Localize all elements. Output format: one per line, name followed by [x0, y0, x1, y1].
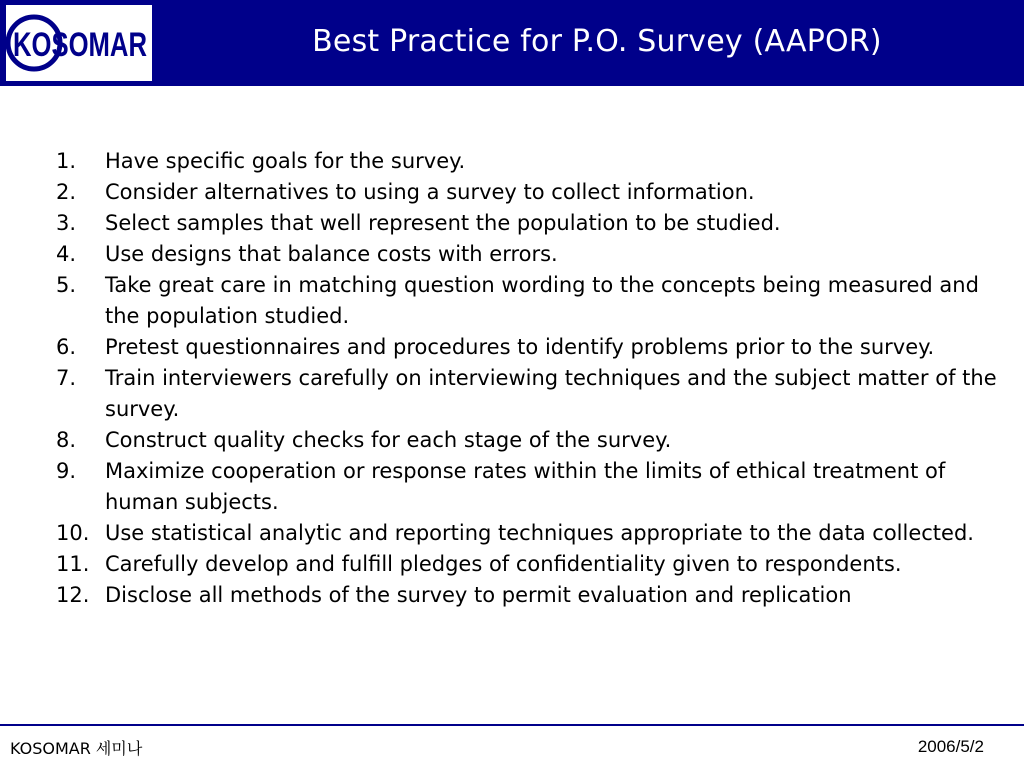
- footer-date: 2006/5/2: [917, 737, 984, 756]
- list-item-text: Disclose all methods of the survey to permit evaluation and replication: [105, 583, 852, 607]
- list-item-number: 9.: [56, 459, 77, 483]
- list-item: [56, 456, 1006, 518]
- list-item-text: Carefully develop and fulfill pledges of confidentiality given to respondents.: [105, 552, 902, 576]
- logo-text: KOSOMAR: [13, 26, 147, 64]
- slide-header: [0, 0, 1024, 86]
- list-item-number: 11.: [56, 552, 90, 576]
- list-item: [56, 177, 1006, 208]
- footer-divider: [0, 724, 1024, 726]
- list-item: [56, 425, 1006, 456]
- list-item: [56, 146, 1006, 177]
- list-item-number: 4.: [56, 242, 77, 266]
- slide-title: Best Practice for P.O. Survey (AAPOR): [312, 24, 882, 59]
- practice-list: [56, 146, 1006, 611]
- list-item-number: 5.: [56, 273, 77, 297]
- list-item: [56, 208, 1006, 239]
- list-item-number: 3.: [56, 211, 77, 235]
- list-item-text: Select samples that well represent the population to be studied.: [105, 211, 781, 235]
- list-item-text: Train interviewers carefully on interviewing techniques and the subject matter of the survey.: [105, 366, 1004, 421]
- kosomar-logo: [6, 5, 152, 81]
- list-item: [56, 549, 1006, 580]
- list-item: [56, 518, 1006, 549]
- list-item-text: Pretest questionnaires and procedures to identify problems prior to the survey.: [105, 335, 935, 359]
- list-item-number: 2.: [56, 180, 77, 204]
- list-item-number: 1.: [56, 149, 77, 173]
- list-item-text: Take great care in matching question wording to the concepts being measured and the population studied.: [105, 273, 986, 328]
- list-item-text: Maximize cooperation or response rates within the limits of ethical treatment of human subjects.: [105, 459, 952, 514]
- list-item: [56, 239, 1006, 270]
- list-item-number: 10.: [56, 521, 90, 545]
- footer-label: KOSOMAR 세미나: [10, 739, 143, 758]
- list-item-number: 8.: [56, 428, 77, 452]
- list-item: [56, 363, 1006, 425]
- list-item-text: Consider alternatives to using a survey to collect information.: [105, 180, 755, 204]
- list-item-number: 6.: [56, 335, 77, 359]
- list-item-text: Use statistical analytic and reporting techniques appropriate to the data collected.: [105, 521, 974, 545]
- list-item: [56, 332, 1006, 363]
- list-item: [56, 270, 1006, 332]
- list-item: [56, 580, 1006, 611]
- list-item-number: 12.: [56, 583, 90, 607]
- list-item-text: Use designs that balance costs with errors.: [105, 242, 558, 266]
- list-item-number: 7.: [56, 366, 77, 390]
- list-item-text: Have specific goals for the survey.: [105, 149, 466, 173]
- list-item-text: Construct quality checks for each stage of the survey.: [105, 428, 672, 452]
